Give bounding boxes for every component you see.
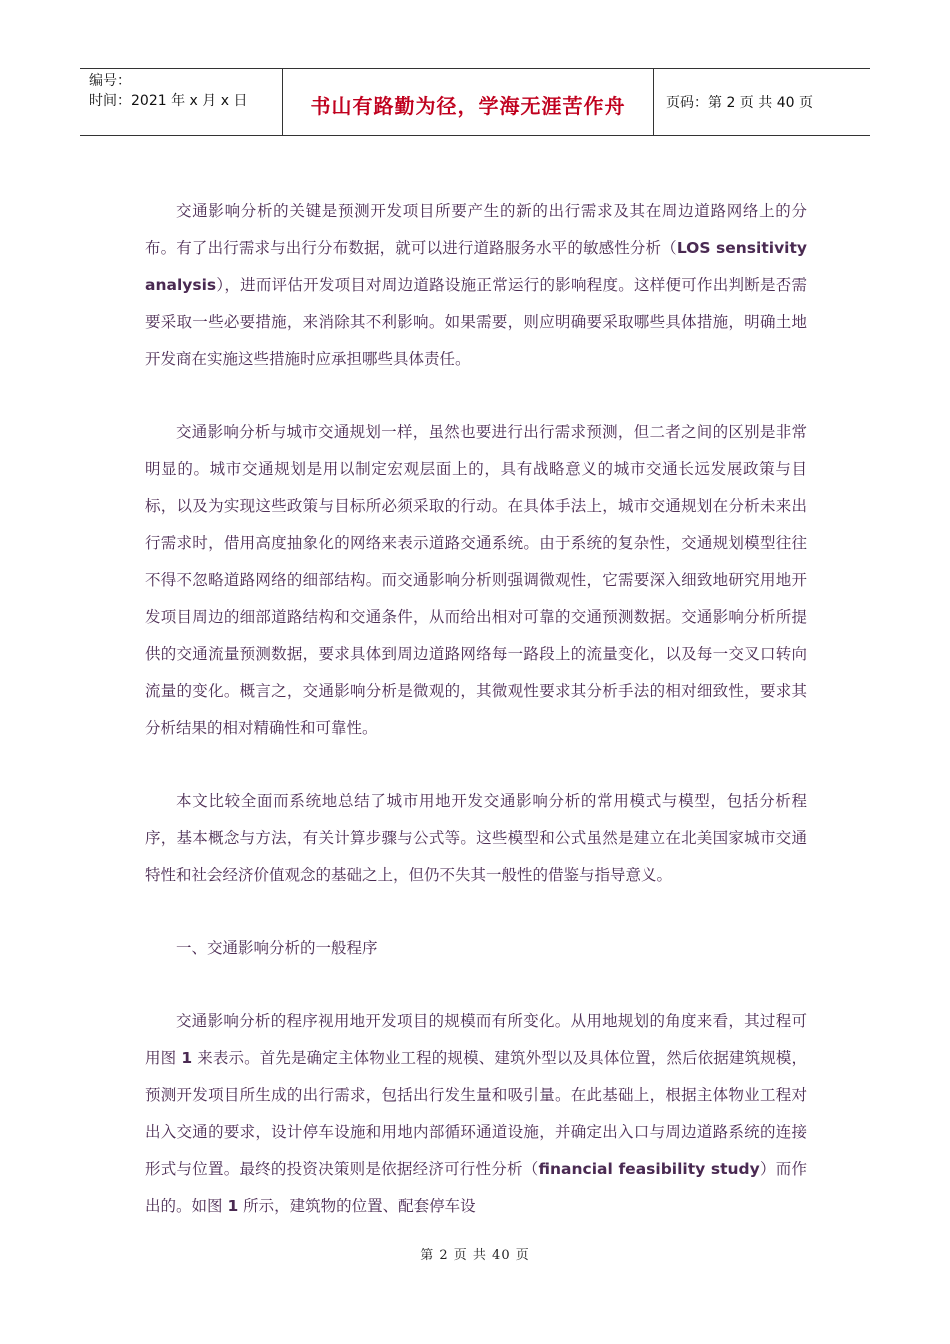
header-page-info: 页码：第 2 页 共 40 页 (666, 95, 813, 111)
english-term: LOS sensitivity analysis (145, 239, 807, 294)
section-heading: 一、交通影响分析的一般程序 (176, 939, 378, 957)
paragraph-5: 交通影响分析的程序视用地开发项目的规模而有所变化。从用地规划的角度来看，其过程可用图 1 来表示。首先是确定主体物业工程的规模、建筑外型以及具体位置，然后依据建筑规模，预测开发项目所生成的出行需求，包括出行发生量和吸引量。在此基础上，根据主体物业工程对出入交通的要求，设计停车设施和用地内部循环通道设施，并确定出入口与周边道路系统的连接形式与位置。最终的投资决策则是依据经济可行性分析（financial feasibility study）而作出的。如图 1 所示，建筑物的位置、配套停车设 (145, 1012, 807, 1215)
figure-ref: 1 (181, 1049, 193, 1067)
paragraph-1: 交通影响分析的关键是预测开发项目所要产生的新的出行需求及其在周边道路网络上的分布。有了出行需求与出行分布数据，就可以进行道路服务水平的敏感性分析（LOS sensitivity analysis），进而评估开发项目对周边道路设施正常运行的影响程度。这样便可作出判断是否需要采取一些必要措施，来消除其不利影响。如果需要，则应明确要采取哪些具体措施，明确土地开发商在实施这些措施时应承担哪些具体责任。 (145, 202, 807, 368)
document-body (145, 193, 807, 1261)
figure-ref: 1 (227, 1197, 239, 1215)
header-motto: 书山有路勤为径，学海无涯苦作舟 (282, 69, 654, 135)
page-header (80, 68, 870, 136)
document-number-label: 编号： (89, 73, 131, 89)
document-date: 时间：2021 年 x 月 x 日 (89, 93, 248, 109)
english-term: financial feasibility study (538, 1160, 760, 1178)
paragraph-3: 本文比较全面而系统地总结了城市用地开发交通影响分析的常用模式与模型，包括分析程序，基本概念与方法，有关计算步骤与公式等。这些模型和公式虽然是建立在北美国家城市交通特性和社会经济价值观念的基础之上，但仍不失其一般性的借鉴与指导意义。 (145, 792, 807, 884)
page-footer: 第 2 页 共 40 页 (420, 1248, 530, 1263)
header-meta (80, 69, 282, 135)
paragraph-2: 交通影响分析与城市交通规划一样，虽然也要进行出行需求预测，但二者之间的区别是非常明显的。城市交通规划是用以制定宏观层面上的，具有战略意义的城市交通长远发展政策与目标，以及为实现这些政策与目标所必须采取的行动。在具体手法上，城市交通规划在分析未来出行需求时，借用高度抽象化的网络来表示道路交通系统。由于系统的复杂性，交通规划模型往往不得不忽略道路网络的细部结构。而交通影响分析则强调微观性，它需要深入细致地研究用地开发项目周边的细部道路结构和交通条件，从而给出相对可靠的交通预测数据。交通影响分析所提供的交通流量预测数据，要求具体到周边道路网络每一路段上的流量变化，以及每一交叉口转向流量的变化。概言之，交通影响分析是微观的，其微观性要求其分析手法的相对细致性，要求其分析结果的相对精确性和可靠性。 (145, 423, 807, 737)
